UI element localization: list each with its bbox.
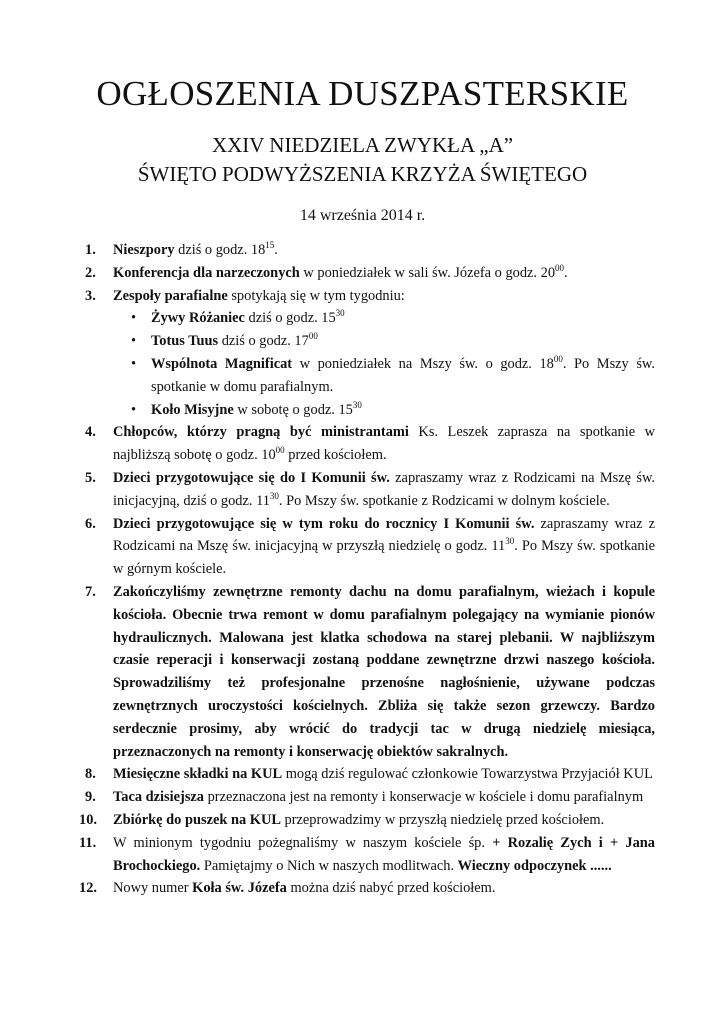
page-title: OGŁOSZENIA DUSZPASTERSKIE xyxy=(96,74,629,113)
item-bold-text: Taca dzisiejsza xyxy=(113,789,205,806)
bullet-icon: • xyxy=(131,310,137,327)
item-bold-text: Wieczny odpoczynek ...... xyxy=(457,857,612,874)
item-text: . Po Mszy św. spotkanie z Rodzicami w dolnym kościele. xyxy=(278,492,610,509)
sunday-subtitle: XXIV NIEDZIELA ZWYKŁA „A” xyxy=(211,133,514,157)
item-bold-text: Dzieci przygotowujące się w tym roku do rocznicy I Komunii św. xyxy=(113,515,535,532)
item-number: 12. xyxy=(79,880,97,897)
item-text: W minionym tygodniu pożegnaliśmy w naszym kościele śp. xyxy=(113,834,493,851)
item-text: przeprowadzimy w przyszłą niedzielę przed kościołem. xyxy=(280,811,605,828)
item-number: 11. xyxy=(79,834,97,851)
item-text: spotykają się w tym tygodniu: xyxy=(227,287,405,304)
item-bold-text: + Rozalię Zych i + Jana Brochockiego. xyxy=(113,834,656,874)
item-bold-text: Dzieci przygotowujące się do I Komunii św. xyxy=(113,469,390,486)
item-number: 4. xyxy=(85,424,96,441)
time-superscript: 30 xyxy=(269,490,279,501)
list-item xyxy=(85,581,655,763)
item-number: 6. xyxy=(85,515,96,532)
item-number: 7. xyxy=(85,583,96,600)
time-superscript: 30 xyxy=(352,399,362,410)
item-text: przeznaczona jest na remonty i konserwacje w kościele i domu parafialnym xyxy=(204,789,644,806)
item-text: . xyxy=(564,264,568,281)
time-superscript: 15 xyxy=(265,240,275,250)
item-bold-text: Miesięczne składki na KUL xyxy=(113,766,283,783)
item-text: przed kościołem. xyxy=(284,447,387,464)
item-bold-text: Chłopców, którzy pragną być ministrantami xyxy=(113,424,409,441)
item-text: dziś o godz. 15 xyxy=(244,310,336,327)
item-text: . xyxy=(274,242,278,258)
item-text: można dziś nabyć przed kościołem. xyxy=(286,880,496,897)
list-item xyxy=(85,262,655,285)
item-number: 8. xyxy=(85,766,96,783)
item-number: 10. xyxy=(79,811,97,828)
bullet-item xyxy=(85,399,655,422)
item-text: . Po Mszy św. spotkanie w domu parafialnym. xyxy=(151,355,655,395)
item-number: 2. xyxy=(85,264,96,281)
bullet-icon: • xyxy=(131,355,137,372)
item-bold-text: Konferencja dla narzeczonych xyxy=(113,264,300,281)
item-bold-text: Koła św. Józefa xyxy=(192,880,287,897)
item-bold-text: Nieszpory xyxy=(113,242,175,258)
list-item xyxy=(79,832,656,878)
list-item xyxy=(85,285,655,308)
list-item xyxy=(85,421,655,467)
group-name: Koło Misyjne xyxy=(151,401,234,418)
item-text: zapraszamy wraz z Rodzicami na Mszę św. inicjacyjną w przyszłą niedzielę o godz. 11 xyxy=(113,515,656,555)
item-number: 5. xyxy=(85,469,96,486)
item-text: . Po Mszy św. spotkanie w górnym kościele. xyxy=(113,538,655,578)
item-text: mogą dziś regulować członkowie Towarzystwa Przyjaciół KUL xyxy=(282,766,653,783)
item-bold-text: Zespoły parafialne xyxy=(113,287,228,304)
list-item xyxy=(79,877,655,900)
list-item xyxy=(85,467,655,513)
item-text: Ks. Leszek zaprasza na spotkanie w najbliższą sobotę o godz. 10 xyxy=(113,424,655,464)
item-bold-text: Zbiórkę do puszek na KUL xyxy=(113,811,281,828)
item-text: Nowy numer xyxy=(113,880,193,897)
item-text: dziś o godz. 18 xyxy=(174,242,266,258)
item-number: 1. xyxy=(85,242,96,258)
time-superscript: 00 xyxy=(308,331,318,342)
bullet-icon: • xyxy=(131,401,137,418)
item-number: 3. xyxy=(85,287,96,304)
bullet-item xyxy=(85,353,655,399)
time-superscript: 30 xyxy=(335,308,345,319)
item-text: w sobotę o godz. 15 xyxy=(233,401,353,418)
group-name: Żywy Różaniec xyxy=(151,310,245,327)
time-superscript: 30 xyxy=(505,536,515,547)
time-superscript: 00 xyxy=(553,353,563,364)
time-superscript: 00 xyxy=(275,445,285,456)
item-number: 9. xyxy=(85,789,96,806)
item-text: w poniedziałek na Mszy św. o godz. 18 xyxy=(292,355,554,372)
bullet-item xyxy=(85,330,655,353)
feast-subtitle: ŚWIĘTO PODWYŻSZENIA KRZYŻA ŚWIĘTEGO xyxy=(137,162,588,186)
list-item xyxy=(85,239,655,262)
list-item xyxy=(79,809,655,832)
item-text: Pamiętajmy o Nich w naszych modlitwach. xyxy=(200,857,458,874)
renovation-notice: Zakończyliśmy zewnętrzne remonty dachu na domu parafialnym, wieżach i kopule kościoła. Obecnie trwa remont w domu parafialnym polegający na wymianie pionów hydraulicznych. Malowana jest klatka schodowa na starej plebanii. W najbliższym czasie reperacji i konserwacji zostaną poddane zewnętrzne drzwi naszego kościoła. Sprowadziliśmy też profesjonalne przenośne nagłośnienie, używane podczas zewnętrznych uroczystości kościelnych. Zbliża się także sezon grzewczy. Bardzo serdecznie prosimy, aby wrócić do tradycji tac w drugą niedzielę miesiąca, przeznaczonych na remonty i konserwację obiektów sakralnych. xyxy=(113,583,655,760)
bullet-icon: • xyxy=(131,333,137,350)
bullet-item xyxy=(85,307,655,330)
group-name: Wspólnota Magnificat xyxy=(151,355,293,372)
announcement-list xyxy=(79,239,656,900)
date-line: 14 września 2014 r. xyxy=(299,207,426,224)
item-text: zapraszamy wraz z Rodzicami na Mszę św. inicjacyjną, dziś o godz. 11 xyxy=(113,469,655,509)
item-text: dziś o godz. 17 xyxy=(218,333,309,350)
time-superscript: 00 xyxy=(555,262,565,273)
group-name: Totus Tuus xyxy=(151,333,219,350)
list-item xyxy=(85,763,655,786)
list-item xyxy=(85,786,655,809)
list-item xyxy=(85,513,655,581)
item-text: w poniedziałek w sali św. Józefa o godz. 20 xyxy=(299,264,556,281)
